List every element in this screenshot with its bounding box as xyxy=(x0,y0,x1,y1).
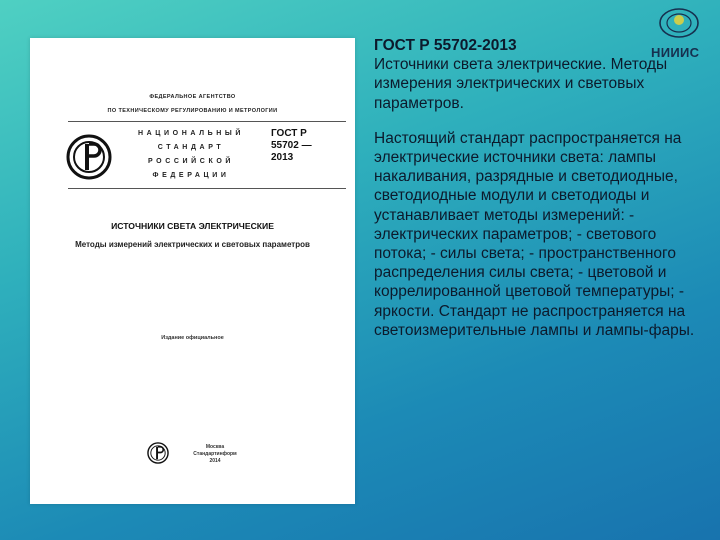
cover-title: ИСТОЧНИКИ СВЕТА ЭЛЕКТРИЧЕСКИЕ xyxy=(111,221,274,231)
gost-code xyxy=(271,128,312,164)
rst-logo-small-icon xyxy=(147,442,169,464)
standard-cover-image xyxy=(30,38,355,504)
national-line-2: СТАНДАРТ xyxy=(157,144,225,151)
national-line-4: ФЕДЕРАЦИИ xyxy=(152,172,230,179)
divider xyxy=(68,188,346,189)
gost-code-line-1: ГОСТ Р xyxy=(271,128,307,139)
niiis-logo-icon xyxy=(658,8,700,38)
edition-label: Издание официальное xyxy=(161,335,224,341)
agency-line-2: ПО ТЕХНИЧЕСКОМУ РЕГУЛИРОВАНИЮ И МЕТРОЛОГИИ xyxy=(107,108,278,114)
national-line-3: РОССИЙСКОЙ xyxy=(148,158,234,165)
cover-subtitle: Методы измерений электрических и световых параметров xyxy=(75,240,310,249)
gost-code-line-3: 2013 xyxy=(271,152,294,163)
agency-line-1: ФЕДЕРАЛЬНОЕ АГЕНТСТВО xyxy=(149,94,236,100)
divider xyxy=(68,121,346,122)
national-line-1: НАЦИОНАЛЬНЫЙ xyxy=(138,130,244,137)
description-panel xyxy=(374,36,706,340)
gost-name: Источники света электрические. Методы измерения электрических и световых параметров. xyxy=(374,56,668,112)
publisher-name: Стандартинформ xyxy=(193,451,237,457)
gost-code-line-2: 55702 — xyxy=(271,140,312,151)
publisher-city: Москва xyxy=(205,444,225,450)
publisher-year: 2014 xyxy=(209,458,221,464)
gost-title: ГОСТ Р 55702-2013 xyxy=(374,37,517,54)
rst-logo-icon xyxy=(66,134,112,180)
description-text: Настоящий стандарт распространяется на электрические источники света: лампы накаливания, разрядные и светодиодные, светодиодные модули и светодиоды и устанавливает методы измерений: - электрических параметров; - светового потока; - силы света; - пространственного распределения силы света; - цветовой и коррелированной цветовой температуры; - яркости. Стандарт не распространяется на светоизмерительные лампы и лампы-фары. xyxy=(374,129,695,339)
org-name: НИИИС xyxy=(651,45,700,60)
